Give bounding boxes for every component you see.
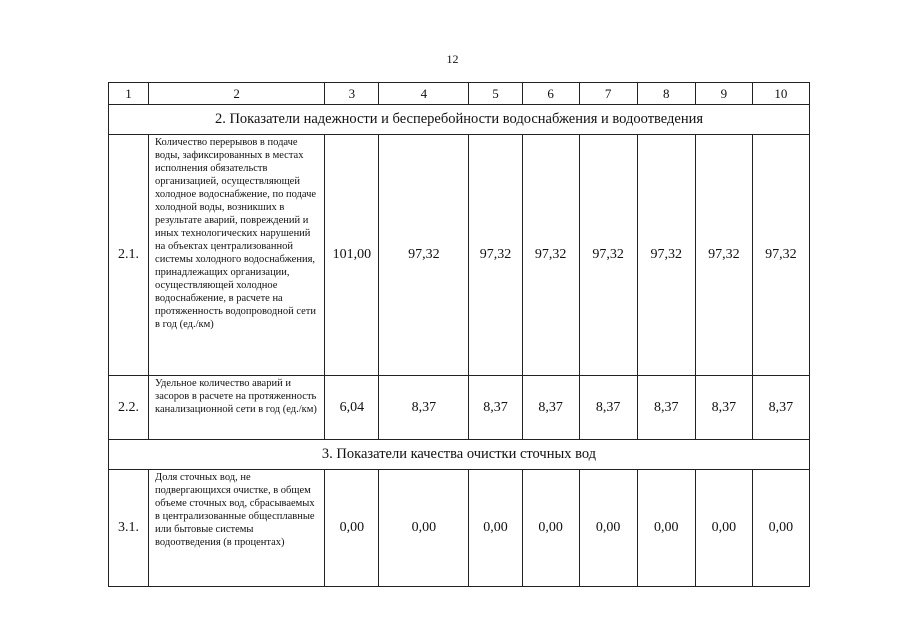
value-cell: 97,32 — [379, 135, 469, 376]
row-description: Удельное количество аварий и засоров в расчете на протяженность канализационной сети в год (ед./км) — [149, 376, 325, 440]
value-cell: 8,37 — [469, 376, 522, 440]
value-cell: 0,00 — [637, 470, 695, 587]
column-header: 1 — [109, 83, 149, 105]
column-header: 4 — [379, 83, 469, 105]
value-cell: 0,00 — [522, 470, 579, 587]
table-row — [109, 135, 810, 376]
value-cell: 8,37 — [579, 376, 637, 440]
column-header: 2 — [149, 83, 325, 105]
value-cell: 97,32 — [469, 135, 522, 376]
indicators-table — [108, 82, 810, 587]
section-title: 2. Показатели надежности и бесперебойности водоснабжения и водоотведения — [109, 105, 810, 135]
column-header: 3 — [325, 83, 379, 105]
row-description: Количество перерывов в подаче воды, зафиксированных в местах исполнения обязательств организацией, осуществляющей холодное водоснабжение, по подаче холодной воды, возникших в результате аварий, повреждений и иных технологических нарушений на объектах централизованной системы холодного водоснабжения, принадлежащих организации, осуществляющей холодное водоснабжение, в расчете на протяженность водопроводной сети в год (ед./км) — [149, 135, 325, 376]
value-cell: 0,00 — [325, 470, 379, 587]
value-cell: 8,37 — [695, 376, 752, 440]
column-header: 7 — [579, 83, 637, 105]
value-cell: 0,00 — [579, 470, 637, 587]
row-number: 2.2. — [109, 376, 149, 440]
value-cell: 8,37 — [752, 376, 809, 440]
row-description: Доля сточных вод, не подвергающихся очистке, в общем объеме сточных вод, сбрасываемых в централизованные общесплавные или бытовые системы водоотведения (в процентах) — [149, 470, 325, 587]
value-cell: 0,00 — [695, 470, 752, 587]
section-heading-row — [109, 105, 810, 135]
value-cell: 101,00 — [325, 135, 379, 376]
value-cell: 0,00 — [379, 470, 469, 587]
page-number: 12 — [446, 52, 459, 66]
section-heading-row — [109, 440, 810, 470]
value-cell: 8,37 — [637, 376, 695, 440]
value-cell: 6,04 — [325, 376, 379, 440]
column-header: 5 — [469, 83, 522, 105]
table-row — [109, 376, 810, 440]
section-title: 3. Показатели качества очистки сточных вод — [109, 440, 810, 470]
column-header: 9 — [695, 83, 752, 105]
value-cell: 0,00 — [752, 470, 809, 587]
value-cell: 0,00 — [469, 470, 522, 587]
value-cell: 97,32 — [752, 135, 809, 376]
row-number: 3.1. — [109, 470, 149, 587]
table-row — [109, 470, 810, 587]
value-cell: 97,32 — [522, 135, 579, 376]
column-header: 10 — [752, 83, 809, 105]
value-cell: 97,32 — [637, 135, 695, 376]
column-header: 8 — [637, 83, 695, 105]
column-number-row — [109, 83, 810, 105]
column-header: 6 — [522, 83, 579, 105]
value-cell: 8,37 — [379, 376, 469, 440]
value-cell: 8,37 — [522, 376, 579, 440]
value-cell: 97,32 — [695, 135, 752, 376]
row-number: 2.1. — [109, 135, 149, 376]
value-cell: 97,32 — [579, 135, 637, 376]
